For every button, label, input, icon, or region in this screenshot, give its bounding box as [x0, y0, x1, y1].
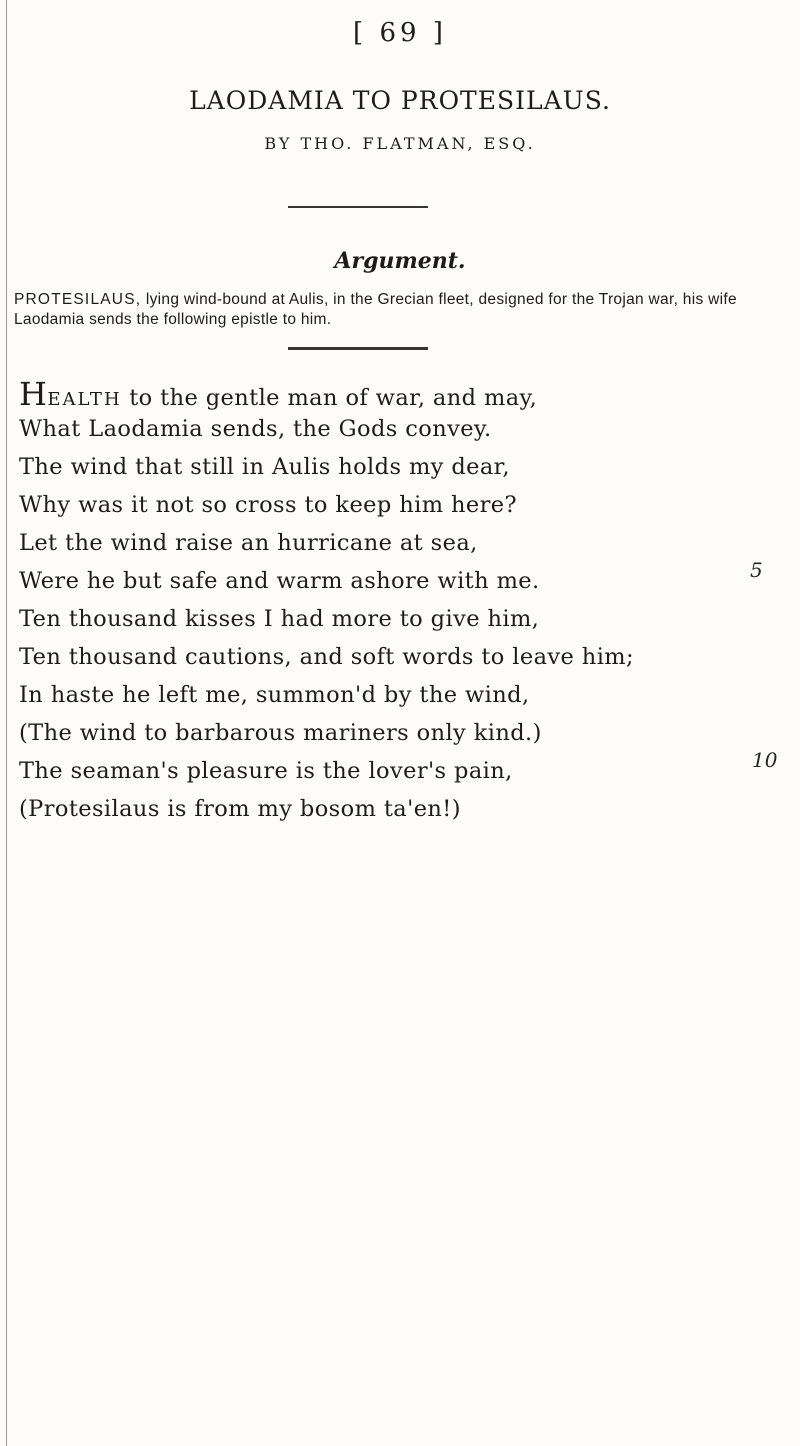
divider-rule-bottom [288, 347, 428, 350]
verse-line-9: In haste he left me, summon'd by the wind, [19, 682, 530, 708]
verse-line-2: What Laodamia sends, the Gods convey. [19, 416, 492, 442]
verse-line-12: (Protesilaus is from my bosom ta'en!) [19, 796, 461, 822]
argument-text: lying wind-bound at Aulis, in the Grecian fleet, designed for the Trojan war, his wife Laodamia sends the following epistle to him. [14, 291, 737, 328]
verse-line-11: The seaman's pleasure is the lover's pain, [19, 758, 513, 784]
verse-line-3: The wind that still in Aulis holds my dear, [19, 454, 510, 480]
verse-line-6: Were he but safe and warm ashore with me. [19, 568, 540, 594]
argument-heading: Argument. [334, 248, 466, 274]
first-word-smallcaps: EALTH [47, 389, 122, 410]
author-byline: BY THO. FLATMAN, ESQ. [264, 134, 536, 153]
page-edge-line [6, 0, 7, 1446]
divider-rule-top [288, 206, 428, 208]
margin-line-number-10: 10 [752, 748, 778, 772]
argument-paragraph [14, 290, 782, 330]
drop-initial: H [19, 375, 48, 413]
margin-line-number-5: 5 [750, 558, 763, 582]
verse-line-7: Ten thousand kisses I had more to give him, [19, 606, 540, 632]
argument-lead: PROTESILAUS, [14, 291, 142, 308]
verse-line-5: Let the wind raise an hurricane at sea, [19, 530, 478, 556]
verse-line-4: Why was it not so cross to keep him here? [19, 492, 517, 518]
verse-line-8: Ten thousand cautions, and soft words to leave him; [19, 644, 635, 670]
verse-line-10: (The wind to barbarous mariners only kind.) [19, 720, 542, 746]
first-line-rest: to the gentle man of war, and may, [121, 385, 538, 411]
page-number: [ 69 ] [353, 18, 447, 48]
poem-title: LAODAMIA TO PROTESILAUS. [189, 86, 611, 115]
verse-line-1 [19, 375, 538, 413]
